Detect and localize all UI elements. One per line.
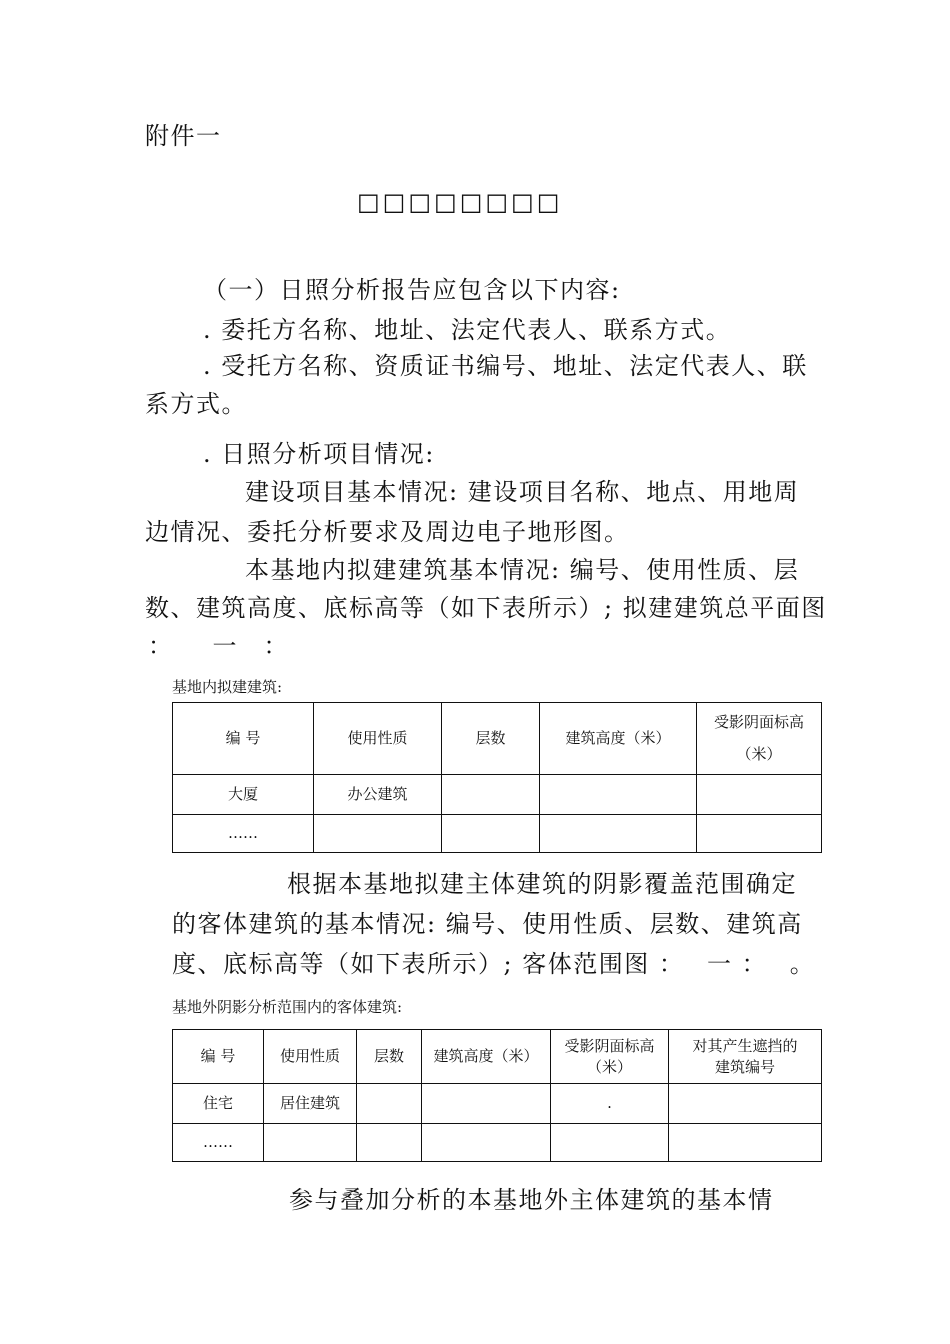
table-cell (422, 1124, 551, 1162)
table-header-cell: 层数 (442, 703, 540, 775)
table-row (173, 815, 822, 853)
table-cell: 居住建筑 (264, 1084, 357, 1124)
table-header-row (173, 703, 822, 775)
table-header-row (173, 1030, 822, 1084)
table-cell (697, 775, 822, 815)
table-header-cell: 使用性质 (314, 703, 442, 775)
table-header-cell: 编 号 (173, 703, 314, 775)
table-row (173, 1124, 822, 1162)
table-cell (357, 1124, 422, 1162)
table-header-cell: 建筑高度（米） (422, 1030, 551, 1084)
table-cell (697, 815, 822, 853)
table-cell: 办公建筑 (314, 775, 442, 815)
proposed-buildings-table (172, 702, 822, 853)
table-cell (669, 1084, 822, 1124)
table-cell: …… (173, 815, 314, 853)
section-heading: （一）日照分析报告应包含以下内容: (203, 276, 621, 304)
table-cell (442, 815, 540, 853)
table-header-cell: 建筑高度（米） (540, 703, 697, 775)
table-header-cell: 受影阴面标高 （米） (551, 1030, 669, 1084)
table-cell (422, 1084, 551, 1124)
table-header-cell: 层数 (357, 1030, 422, 1084)
page-title: □□□□□□□□ (357, 188, 563, 216)
table-row (173, 775, 822, 815)
table-header-cell: 对其产生遮挡的 建筑编号 (669, 1030, 822, 1084)
paragraph-line: 根据本基地拟建主体建筑的阴影覆盖范围确定 (287, 870, 797, 898)
paragraph-line: 本基地内拟建建筑基本情况: 编号、使用性质、层 (245, 556, 800, 584)
table-cell (540, 815, 697, 853)
table-header-cell: 受影阴面标高 （米） (697, 703, 822, 775)
paragraph-line: 的客体建筑的基本情况: 编号、使用性质、层数、建筑高 (172, 910, 803, 938)
table-row (173, 1084, 822, 1124)
paragraph-line: 建设项目基本情况: 建设项目名称、地点、用地周 (245, 478, 800, 506)
list-item-continuation: 系方式。 (145, 390, 247, 418)
table-header-cell: 使用性质 (264, 1030, 357, 1084)
paragraph-line: 数、建筑高度、底标高等（如下表所示）; 拟建建筑总平面图 (145, 594, 827, 622)
table-header-cell: 编 号 (173, 1030, 264, 1084)
table-cell: 大厦 (173, 775, 314, 815)
list-item: . 委托方名称、地址、法定代表人、联系方式。 (203, 316, 732, 344)
table-cell: . (551, 1084, 669, 1124)
table-cell (442, 775, 540, 815)
table-caption: 基地外阴影分析范围内的客体建筑: (172, 998, 403, 1016)
table-cell (540, 775, 697, 815)
table-cell (669, 1124, 822, 1162)
table-cell (264, 1124, 357, 1162)
table-cell (357, 1084, 422, 1124)
list-item: . 受托方名称、资质证书编号、地址、法定代表人、联 (203, 352, 808, 380)
paragraph-line: 边情况、委托分析要求及周边电子地形图。 (145, 518, 630, 546)
table-cell (551, 1124, 669, 1162)
paragraph-line: 参与叠加分析的本基地外主体建筑的基本情 (289, 1186, 774, 1214)
table-cell: 住宅 (173, 1084, 264, 1124)
table-cell: …… (173, 1124, 264, 1162)
paragraph-line: 度、底标高等（如下表所示）; 客体范围图 ： 一 ： 。 (172, 950, 816, 978)
list-item: . 日照分析项目情况: (203, 440, 435, 468)
attachment-label: 附件一 (145, 122, 222, 150)
paragraph-line: ： 一 ： (148, 632, 289, 660)
affected-buildings-table (172, 1029, 822, 1162)
table-cell (314, 815, 442, 853)
table-caption: 基地内拟建建筑: (172, 678, 283, 696)
